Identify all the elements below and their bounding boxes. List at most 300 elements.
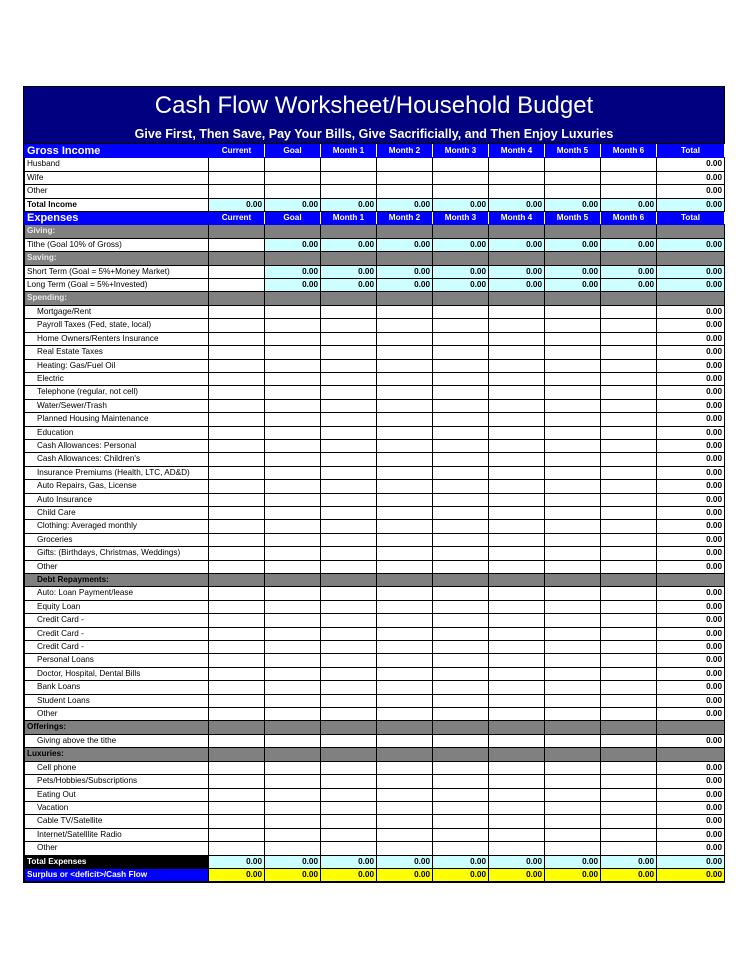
input-cell[interactable] [265,332,321,345]
input-cell[interactable] [433,614,489,627]
input-cell[interactable] [209,466,265,479]
input-cell[interactable] [377,667,433,680]
input-cell[interactable] [265,372,321,385]
input-cell[interactable] [209,493,265,506]
input-cell[interactable] [265,480,321,493]
input-cell[interactable] [265,842,321,855]
input-cell[interactable] [209,547,265,560]
input-cell[interactable] [433,547,489,560]
input-cell[interactable] [545,185,601,198]
input-cell[interactable] [377,359,433,372]
input-cell[interactable] [377,614,433,627]
input-cell[interactable] [265,386,321,399]
input-cell[interactable] [545,399,601,412]
input-cell[interactable] [265,627,321,640]
input-cell[interactable] [489,775,545,788]
input-cell[interactable] [321,533,377,546]
input-cell[interactable] [377,734,433,747]
input-cell[interactable] [545,439,601,452]
input-cell[interactable] [209,681,265,694]
input-cell[interactable] [377,788,433,801]
input-cell[interactable] [545,372,601,385]
input-cell[interactable] [489,520,545,533]
input-cell[interactable] [489,346,545,359]
input-cell[interactable] [265,547,321,560]
input-cell[interactable] [321,372,377,385]
input-cell[interactable] [545,828,601,841]
input-cell[interactable] [489,480,545,493]
input-cell[interactable] [489,466,545,479]
input-cell[interactable] [489,734,545,747]
input-cell[interactable] [601,439,657,452]
input-cell[interactable] [265,439,321,452]
input-cell[interactable] [265,734,321,747]
input-cell[interactable] [321,426,377,439]
input-cell[interactable] [545,319,601,332]
input-cell[interactable] [433,681,489,694]
input-cell[interactable] [265,426,321,439]
input-cell[interactable] [377,842,433,855]
input-cell[interactable] [321,413,377,426]
input-cell[interactable] [433,346,489,359]
input-cell[interactable] [489,587,545,600]
input-cell[interactable] [321,694,377,707]
input-cell[interactable] [265,614,321,627]
input-cell[interactable] [321,305,377,318]
input-cell[interactable] [209,775,265,788]
input-cell[interactable] [377,480,433,493]
input-cell[interactable] [265,788,321,801]
input-cell[interactable] [321,681,377,694]
input-cell[interactable] [489,600,545,613]
input-cell[interactable] [321,560,377,573]
input-cell[interactable] [489,399,545,412]
input-cell[interactable] [377,346,433,359]
input-cell[interactable] [433,587,489,600]
input-cell[interactable] [377,627,433,640]
input-cell[interactable] [601,506,657,519]
input-cell[interactable] [377,520,433,533]
input-cell[interactable] [321,734,377,747]
input-cell[interactable] [265,466,321,479]
input-cell[interactable] [433,761,489,774]
input-cell[interactable] [265,413,321,426]
input-cell[interactable] [489,426,545,439]
input-cell[interactable] [601,413,657,426]
input-cell[interactable] [601,614,657,627]
input-cell[interactable] [545,547,601,560]
input-cell[interactable] [265,506,321,519]
input-cell[interactable] [321,587,377,600]
input-cell[interactable] [209,734,265,747]
input-cell[interactable] [209,627,265,640]
input-cell[interactable] [321,171,377,184]
input-cell[interactable] [265,667,321,680]
input-cell[interactable] [209,386,265,399]
input-cell[interactable] [545,332,601,345]
input-cell[interactable] [545,775,601,788]
input-cell[interactable] [433,788,489,801]
input-cell[interactable] [489,708,545,721]
input-cell[interactable] [321,788,377,801]
input-cell[interactable] [433,413,489,426]
input-cell[interactable] [209,372,265,385]
input-cell[interactable] [433,560,489,573]
input-cell[interactable] [377,185,433,198]
input-cell[interactable] [209,667,265,680]
input-cell[interactable] [265,600,321,613]
input-cell[interactable] [545,413,601,426]
input-cell[interactable] [601,319,657,332]
input-cell[interactable] [489,453,545,466]
input-cell[interactable] [545,587,601,600]
input-cell[interactable] [601,399,657,412]
input-cell[interactable] [265,520,321,533]
input-cell[interactable] [377,332,433,345]
input-cell[interactable] [433,493,489,506]
input-cell[interactable] [321,641,377,654]
input-cell[interactable] [545,520,601,533]
input-cell[interactable] [545,158,601,171]
input-cell[interactable] [601,305,657,318]
input-cell[interactable] [433,372,489,385]
input-cell[interactable] [209,171,265,184]
input-cell[interactable] [489,627,545,640]
input-cell[interactable] [601,171,657,184]
input-cell[interactable] [209,694,265,707]
input-cell[interactable] [601,627,657,640]
input-cell[interactable] [377,654,433,667]
input-cell[interactable] [601,600,657,613]
input-cell[interactable] [489,681,545,694]
input-cell[interactable] [489,654,545,667]
input-cell[interactable] [489,185,545,198]
input-cell[interactable] [601,788,657,801]
input-cell[interactable] [601,801,657,814]
input-cell[interactable] [601,815,657,828]
input-cell[interactable] [377,158,433,171]
input-cell[interactable] [433,386,489,399]
input-cell[interactable] [545,842,601,855]
input-cell[interactable] [209,238,265,251]
input-cell[interactable] [433,332,489,345]
input-cell[interactable] [489,828,545,841]
input-cell[interactable] [601,842,657,855]
input-cell[interactable] [209,305,265,318]
input-cell[interactable] [209,346,265,359]
input-cell[interactable] [377,171,433,184]
input-cell[interactable] [601,734,657,747]
input-cell[interactable] [265,533,321,546]
input-cell[interactable] [265,654,321,667]
input-cell[interactable] [545,386,601,399]
input-cell[interactable] [489,788,545,801]
input-cell[interactable] [545,600,601,613]
input-cell[interactable] [209,265,265,278]
input-cell[interactable] [545,815,601,828]
input-cell[interactable] [209,614,265,627]
input-cell[interactable] [377,547,433,560]
input-cell[interactable] [545,533,601,546]
input-cell[interactable] [489,815,545,828]
input-cell[interactable] [321,332,377,345]
input-cell[interactable] [601,372,657,385]
input-cell[interactable] [601,681,657,694]
input-cell[interactable] [321,346,377,359]
input-cell[interactable] [265,801,321,814]
input-cell[interactable] [377,453,433,466]
input-cell[interactable] [489,319,545,332]
input-cell[interactable] [265,319,321,332]
input-cell[interactable] [209,520,265,533]
input-cell[interactable] [433,667,489,680]
input-cell[interactable] [321,775,377,788]
input-cell[interactable] [265,587,321,600]
input-cell[interactable] [265,493,321,506]
input-cell[interactable] [377,413,433,426]
input-cell[interactable] [377,694,433,707]
input-cell[interactable] [489,332,545,345]
input-cell[interactable] [433,694,489,707]
input-cell[interactable] [545,426,601,439]
input-cell[interactable] [545,493,601,506]
input-cell[interactable] [265,641,321,654]
input-cell[interactable] [433,520,489,533]
input-cell[interactable] [601,520,657,533]
input-cell[interactable] [601,654,657,667]
input-cell[interactable] [209,560,265,573]
input-cell[interactable] [545,788,601,801]
input-cell[interactable] [377,815,433,828]
input-cell[interactable] [433,828,489,841]
input-cell[interactable] [377,533,433,546]
input-cell[interactable] [209,399,265,412]
input-cell[interactable] [601,775,657,788]
input-cell[interactable] [265,775,321,788]
input-cell[interactable] [433,305,489,318]
input-cell[interactable] [265,694,321,707]
input-cell[interactable] [601,828,657,841]
input-cell[interactable] [489,801,545,814]
input-cell[interactable] [321,627,377,640]
input-cell[interactable] [545,506,601,519]
input-cell[interactable] [321,842,377,855]
input-cell[interactable] [321,453,377,466]
input-cell[interactable] [545,734,601,747]
input-cell[interactable] [489,305,545,318]
input-cell[interactable] [545,681,601,694]
input-cell[interactable] [545,654,601,667]
input-cell[interactable] [433,600,489,613]
input-cell[interactable] [601,533,657,546]
input-cell[interactable] [265,359,321,372]
input-cell[interactable] [209,788,265,801]
input-cell[interactable] [601,158,657,171]
input-cell[interactable] [433,654,489,667]
input-cell[interactable] [601,185,657,198]
input-cell[interactable] [209,842,265,855]
input-cell[interactable] [377,386,433,399]
input-cell[interactable] [377,506,433,519]
input-cell[interactable] [321,667,377,680]
input-cell[interactable] [265,399,321,412]
input-cell[interactable] [321,815,377,828]
input-cell[interactable] [209,801,265,814]
input-cell[interactable] [489,547,545,560]
input-cell[interactable] [209,185,265,198]
input-cell[interactable] [209,761,265,774]
input-cell[interactable] [321,654,377,667]
input-cell[interactable] [209,359,265,372]
input-cell[interactable] [489,533,545,546]
input-cell[interactable] [321,319,377,332]
input-cell[interactable] [545,480,601,493]
input-cell[interactable] [265,171,321,184]
input-cell[interactable] [265,681,321,694]
input-cell[interactable] [265,828,321,841]
input-cell[interactable] [433,359,489,372]
input-cell[interactable] [601,453,657,466]
input-cell[interactable] [377,466,433,479]
input-cell[interactable] [601,641,657,654]
input-cell[interactable] [265,346,321,359]
input-cell[interactable] [601,426,657,439]
input-cell[interactable] [265,815,321,828]
input-cell[interactable] [489,386,545,399]
input-cell[interactable] [545,305,601,318]
input-cell[interactable] [433,801,489,814]
input-cell[interactable] [265,560,321,573]
input-cell[interactable] [601,480,657,493]
input-cell[interactable] [601,346,657,359]
input-cell[interactable] [377,493,433,506]
input-cell[interactable] [433,426,489,439]
input-cell[interactable] [489,641,545,654]
input-cell[interactable] [377,775,433,788]
input-cell[interactable] [489,667,545,680]
input-cell[interactable] [489,439,545,452]
input-cell[interactable] [489,359,545,372]
input-cell[interactable] [433,506,489,519]
input-cell[interactable] [433,171,489,184]
input-cell[interactable] [545,667,601,680]
input-cell[interactable] [377,372,433,385]
input-cell[interactable] [209,413,265,426]
input-cell[interactable] [433,533,489,546]
input-cell[interactable] [489,171,545,184]
input-cell[interactable] [265,453,321,466]
input-cell[interactable] [321,520,377,533]
input-cell[interactable] [321,828,377,841]
input-cell[interactable] [209,279,265,292]
input-cell[interactable] [321,708,377,721]
input-cell[interactable] [321,359,377,372]
input-cell[interactable] [433,439,489,452]
input-cell[interactable] [545,627,601,640]
input-cell[interactable] [321,480,377,493]
input-cell[interactable] [265,708,321,721]
input-cell[interactable] [321,466,377,479]
input-cell[interactable] [209,426,265,439]
input-cell[interactable] [209,708,265,721]
input-cell[interactable] [545,466,601,479]
input-cell[interactable] [265,305,321,318]
input-cell[interactable] [489,158,545,171]
input-cell[interactable] [433,708,489,721]
input-cell[interactable] [209,319,265,332]
input-cell[interactable] [545,708,601,721]
input-cell[interactable] [601,386,657,399]
input-cell[interactable] [265,185,321,198]
input-cell[interactable] [489,761,545,774]
input-cell[interactable] [209,587,265,600]
input-cell[interactable] [321,614,377,627]
input-cell[interactable] [545,694,601,707]
input-cell[interactable] [433,319,489,332]
input-cell[interactable] [321,801,377,814]
input-cell[interactable] [321,386,377,399]
input-cell[interactable] [321,185,377,198]
input-cell[interactable] [545,346,601,359]
input-cell[interactable] [209,815,265,828]
input-cell[interactable] [321,493,377,506]
input-cell[interactable] [209,480,265,493]
input-cell[interactable] [377,641,433,654]
input-cell[interactable] [433,480,489,493]
input-cell[interactable] [321,761,377,774]
input-cell[interactable] [377,319,433,332]
input-cell[interactable] [209,158,265,171]
input-cell[interactable] [377,761,433,774]
input-cell[interactable] [377,439,433,452]
input-cell[interactable] [489,560,545,573]
input-cell[interactable] [601,547,657,560]
input-cell[interactable] [321,600,377,613]
input-cell[interactable] [209,600,265,613]
input-cell[interactable] [377,828,433,841]
input-cell[interactable] [433,815,489,828]
input-cell[interactable] [433,775,489,788]
input-cell[interactable] [321,158,377,171]
input-cell[interactable] [265,761,321,774]
input-cell[interactable] [209,453,265,466]
input-cell[interactable] [489,842,545,855]
input-cell[interactable] [209,533,265,546]
input-cell[interactable] [433,641,489,654]
input-cell[interactable] [209,828,265,841]
input-cell[interactable] [265,158,321,171]
input-cell[interactable] [209,654,265,667]
input-cell[interactable] [489,506,545,519]
input-cell[interactable] [377,560,433,573]
input-cell[interactable] [377,600,433,613]
input-cell[interactable] [489,413,545,426]
input-cell[interactable] [545,614,601,627]
input-cell[interactable] [377,708,433,721]
input-cell[interactable] [377,681,433,694]
input-cell[interactable] [321,399,377,412]
input-cell[interactable] [601,359,657,372]
input-cell[interactable] [545,761,601,774]
input-cell[interactable] [209,439,265,452]
input-cell[interactable] [433,453,489,466]
input-cell[interactable] [489,372,545,385]
input-cell[interactable] [321,547,377,560]
input-cell[interactable] [601,560,657,573]
input-cell[interactable] [601,332,657,345]
input-cell[interactable] [377,426,433,439]
input-cell[interactable] [489,493,545,506]
